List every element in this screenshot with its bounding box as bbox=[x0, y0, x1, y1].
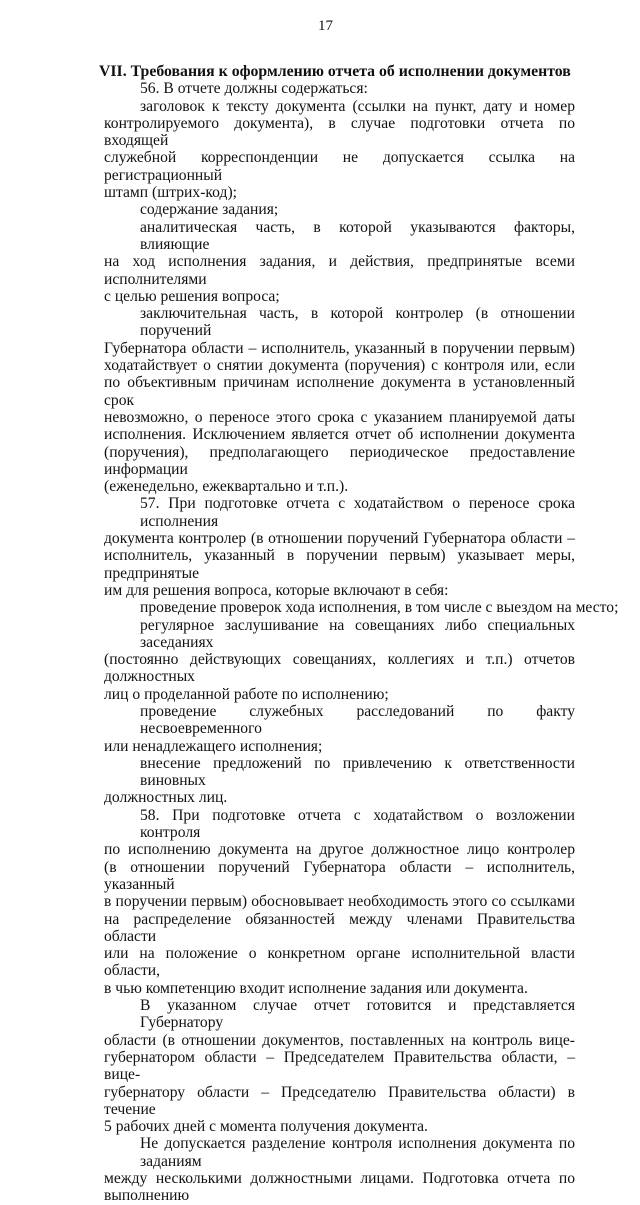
text-line: регулярное заслушивание на совещаниях либо специальных заседаниях bbox=[140, 616, 575, 651]
paragraph bbox=[104, 807, 575, 997]
paragraph bbox=[104, 755, 575, 807]
paragraph bbox=[104, 703, 575, 755]
paragraphs bbox=[104, 80, 619, 1205]
text-line: Не допускается разделение контроля исполнения документа по заданиям bbox=[140, 1135, 575, 1170]
text-line: исполнения. Исключением является отчет об исполнении документа bbox=[104, 426, 575, 444]
text-line: должностных лиц. bbox=[104, 789, 228, 807]
text-line: проведение проверок хода исполнения, в том числе с выездом на место; bbox=[140, 599, 619, 617]
paragraph bbox=[104, 201, 575, 218]
text-line: по объективным причинам исполнение документа в установленный срок bbox=[104, 374, 575, 409]
document-body bbox=[99, 63, 619, 1205]
text-line: штамп (штрих-код); bbox=[104, 184, 237, 202]
section-heading: VII. Требования к оформлению отчета об исполнении документов bbox=[99, 63, 571, 80]
text-line: в чью компетенцию входит исполнение задания или документа. bbox=[104, 979, 528, 997]
paragraph bbox=[104, 80, 575, 97]
text-line: Губернатора области – исполнитель, указанный в поручении первым) bbox=[104, 339, 575, 357]
text-line: им для решения вопроса, которые включают в себя: bbox=[104, 581, 449, 599]
text-line: лиц о проделанной работе по исполнению; bbox=[104, 685, 389, 703]
text-line: документа контролер (в отношении поручений Губернатора области – bbox=[104, 530, 575, 548]
paragraph bbox=[104, 1135, 575, 1204]
text-line: или на положение о конкретном органе исполнительной власти области, bbox=[104, 945, 575, 980]
text-line: проведение служебных расследований по факту несвоевременного bbox=[140, 702, 575, 738]
page-number: 17 bbox=[318, 18, 333, 34]
paragraph bbox=[104, 219, 575, 305]
text-line: аналитическая часть, в которой указываются факторы, влияющие bbox=[140, 218, 575, 253]
paragraph bbox=[104, 599, 619, 617]
text-line: 58. При подготовке отчета с ходатайством о возложении контроля bbox=[140, 806, 575, 842]
text-line: невозможно, о переносе этого срока с указанием планируемой даты bbox=[104, 408, 575, 426]
text-line: (поручения), предполагающего периодическое предоставление информации bbox=[104, 443, 575, 478]
text-line: заголовок к тексту документа (ссылки на пункт, дату и номер bbox=[140, 97, 575, 115]
text-line: в поручении первым) обосновывает необходимость этого со ссылками bbox=[104, 893, 575, 911]
paragraph bbox=[104, 305, 575, 495]
text-line: между несколькими должностными лицами. Подготовка отчета по выполнению bbox=[104, 1170, 575, 1205]
paragraph bbox=[104, 617, 575, 703]
text-line: исполнитель, указанный в поручении первым) указывает меры, предпринятые bbox=[104, 547, 575, 582]
text-line: ходатайствует о снятии документа (поручения) с контроля или, если bbox=[104, 357, 575, 375]
paragraph bbox=[104, 98, 575, 202]
text-line: заключительная часть, в которой контролер (в отношении поручений bbox=[140, 305, 575, 340]
text-line: по исполнению документа на другое должностное лицо контролер bbox=[104, 841, 575, 859]
text-line: 57. При подготовке отчета с ходатайством о переносе срока исполнения bbox=[140, 495, 575, 530]
text-line: контролируемого документа), в случае подготовки отчета по входящей bbox=[104, 114, 575, 150]
text-line: или ненадлежащего исполнения; bbox=[104, 737, 323, 755]
text-line: 56. В отчете должны содержаться: bbox=[140, 80, 368, 98]
text-line: (в отношении поручений Губернатора области – исполнитель, указанный bbox=[104, 858, 575, 893]
paragraph bbox=[104, 997, 575, 1135]
text-line: с целью решения вопроса; bbox=[104, 287, 280, 305]
text-line: области (в отношении документов, поставленных на контроль вице- bbox=[104, 1031, 575, 1049]
text-line: на распределение обязанностей между членами Правительства области bbox=[104, 910, 575, 945]
text-line: на ход исполнения задания, и действия, предпринятые всеми исполнителями bbox=[104, 253, 575, 288]
text-line: губернатором области – Председателем Правительства области, – вице- bbox=[104, 1048, 575, 1084]
text-line: губернатору области – Председателю Правительства области) в течение bbox=[104, 1083, 575, 1118]
text-line: внесение предложений по привлечению к ответственности виновных bbox=[140, 754, 575, 790]
text-line: В указанном случае отчет готовится и представляется Губернатору bbox=[140, 997, 575, 1032]
text-line: содержание задания; bbox=[140, 201, 279, 219]
text-line: служебной корреспонденции не допускается ссылка на регистрационный bbox=[104, 149, 575, 184]
text-line: 5 рабочих дней с момента получения документа. bbox=[104, 1118, 428, 1136]
text-line: (постоянно действующих совещаниях, коллегиях и т.п.) отчетов должностных bbox=[104, 651, 575, 686]
paragraph bbox=[104, 495, 575, 599]
text-line: (еженедельно, ежеквартально и т.п.). bbox=[104, 478, 349, 496]
